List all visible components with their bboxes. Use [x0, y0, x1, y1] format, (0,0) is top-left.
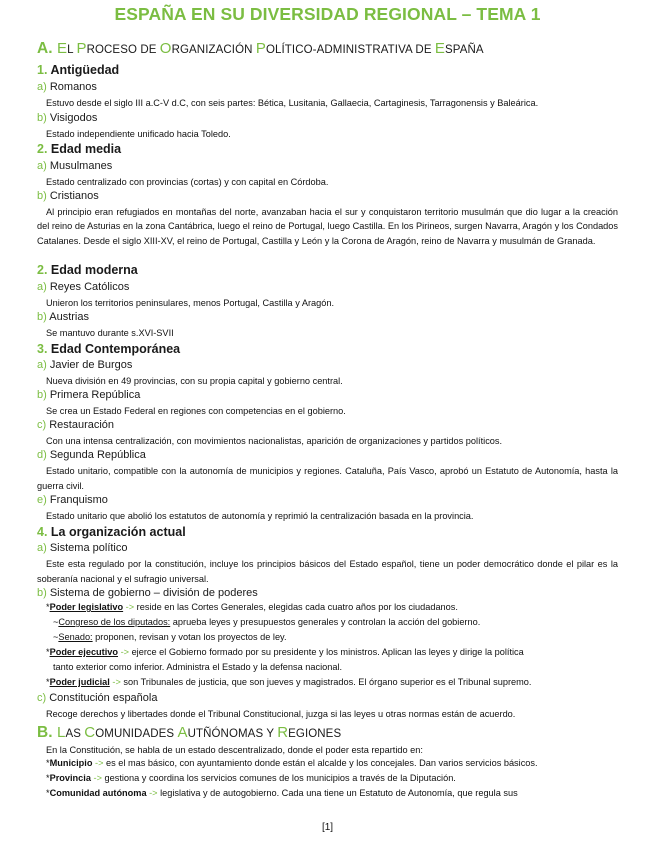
poder-legislativo-line: *Poder legislativo -> reside en las Cortes Generales, elegidas cada cuatro años por los ciudadanos.	[46, 602, 458, 612]
heading-edad-media: 2. Edad media	[37, 142, 122, 156]
text-sectionb-intro: En la Constitución, se habla de un estado descentralizado, donde el poder esta repartido en:	[46, 745, 423, 755]
poder-judicial-line: *Poder judicial -> son Tribunales de justicia, que son jueves y magistrados. El órgano superior es el Tribunal supremo.	[46, 677, 532, 687]
heading-antiguedad: 1. Antigüedad	[37, 63, 120, 77]
text-sistema-politico: Este esta regulado por la constitución, incluye los principios básicos del Estado español, tiene un poder democrático donde el pilar es la soberanía nacional y el sufragio universal.	[37, 559, 618, 584]
heading-edad-contemporanea: 3. Edad Contemporánea	[37, 342, 181, 356]
text-cristianos: Al principio eran refugiados en montañas del norte, avanzaban hacia el sur y conquistaron territorio musulmán que dio lugar a la creación del reino de Asturias en la zona Cantábrica, luego el reino de Portugal, luego Castilla. En los Pirineos, surgen Navarra, Aragón y los Condados Catalanes. Desde el siglo XIII-XV, el reino de Portugal, Castilla y León y la Corona de Aragón, reino de Navarra y musulmán de Granada.	[37, 207, 618, 246]
text-primera-republica: Se crea un Estado Federal en regiones con competencias en el gobierno.	[46, 406, 346, 416]
comunidad-autonoma-line: *Comunidad autónoma -> legislativa y de autogobierno. Cada una tiene un Estatuto de Autonomía, que regula sus	[46, 788, 518, 798]
subheading-sistema-gobierno: b) Sistema de gobierno – división de poderes	[37, 587, 258, 599]
section-a-letter: A.	[37, 40, 53, 57]
subheading-romanos: a) Romanos	[37, 81, 97, 93]
subheading-constitucion: c) Constitución española	[37, 692, 158, 704]
section-a-heading: A. EL PROCESO DE ORGANIZACIÓN POLÍTICO-ADMINISTRATIVA DE ESPAÑA	[37, 40, 484, 57]
text-segunda-republica: Estado unitario, compatible con la autonomía de municipios y regiones. Cataluña, País Vasco, aprobó un Estatuto de Autonomía, hasta la guerra civil.	[37, 466, 618, 491]
section-b-letter: B.	[37, 724, 53, 741]
subheading-segunda-republica: d) Segunda República	[37, 449, 146, 461]
text-romanos: Estuvo desde el siglo III a.C-V d.C, con seis partes: Bética, Lusitania, Gallaecia, Cartaginesis, Tarragonensis y Baleárica.	[46, 98, 539, 108]
poder-ejecutivo-line-2: tanto exterior como inferior. Administra el Estado y la defensa nacional.	[53, 662, 343, 672]
page-number: [1]	[321, 822, 334, 833]
subheading-primera-republica: b) Primera República	[37, 389, 141, 401]
subheading-javier-de-burgos: a) Javier de Burgos	[37, 359, 133, 371]
subheading-musulmanes: a) Musulmanes	[37, 160, 113, 172]
text-franquismo: Estado unitario que abolió los estatutos de autonomía y reprimió la centralización basada en la provincia.	[46, 511, 474, 521]
subheading-austrias: b) Austrias	[37, 311, 89, 323]
heading-edad-moderna: 2. Edad moderna	[37, 263, 138, 277]
text-constitucion: Recoge derechos y libertades donde el Tribunal Constitucional, juzga si las leyes u otras normas están de acuerdo.	[46, 709, 516, 719]
text-musulmanes: Estado centralizado con provincias (cortas) y con capital en Córdoba.	[46, 177, 329, 187]
provincia-line: *Provincia -> gestiona y coordina los servicios comunes de los municipios a través de la Diputación.	[46, 773, 456, 783]
text-visigodos: Estado independiente unificado hacia Toledo.	[46, 129, 231, 139]
subheading-sistema-politico: a) Sistema político	[37, 542, 128, 554]
text-reyes-catolicos: Unieron los territorios peninsulares, menos Portugal, Castilla y Aragón.	[46, 298, 335, 308]
document-title: ESPAÑA EN SU DIVERSIDAD REGIONAL – TEMA 1	[114, 4, 541, 24]
subheading-reyes-catolicos: a) Reyes Católicos	[37, 281, 130, 293]
text-austrias: Se mantuvo durante s.XVI-SVII	[46, 328, 174, 338]
subheading-restauracion: c) Restauración	[37, 419, 115, 431]
section-b-heading: B. LAS COMUNIDADES AUTÑÓNOMAS Y REGIONES	[37, 724, 342, 741]
congreso-line: ~Congreso de los diputados: aprueba leyes y presupuestos generales y controlan la acción del gobierno.	[53, 617, 481, 627]
heading-organizacion-actual: 4. La organización actual	[37, 525, 186, 539]
subheading-visigodos: b) Visigodos	[37, 112, 98, 124]
text-restauracion: Con una intensa centralización, con movimientos nacionalistas, aparición de organizaciones y partidos políticos.	[46, 436, 503, 446]
subheading-cristianos: b) Cristianos	[37, 190, 99, 202]
subheading-franquismo: e) Franquismo	[37, 494, 108, 506]
text-javier-de-burgos: Nueva división en 49 provincias, con su propia capital y gobierno central.	[46, 376, 343, 386]
municipio-line: *Municipio -> es el mas básico, con ayuntamiento donde están el alcalde y los concejales. Dan varios servicios básicos.	[46, 758, 538, 768]
poder-ejecutivo-line: *Poder ejecutivo -> ejerce el Gobierno formado por su presidente y los ministros. Aplican las leyes y dirige la política	[46, 647, 524, 657]
senado-line: ~Senado: proponen, revisan y votan los proyectos de ley.	[53, 632, 287, 642]
